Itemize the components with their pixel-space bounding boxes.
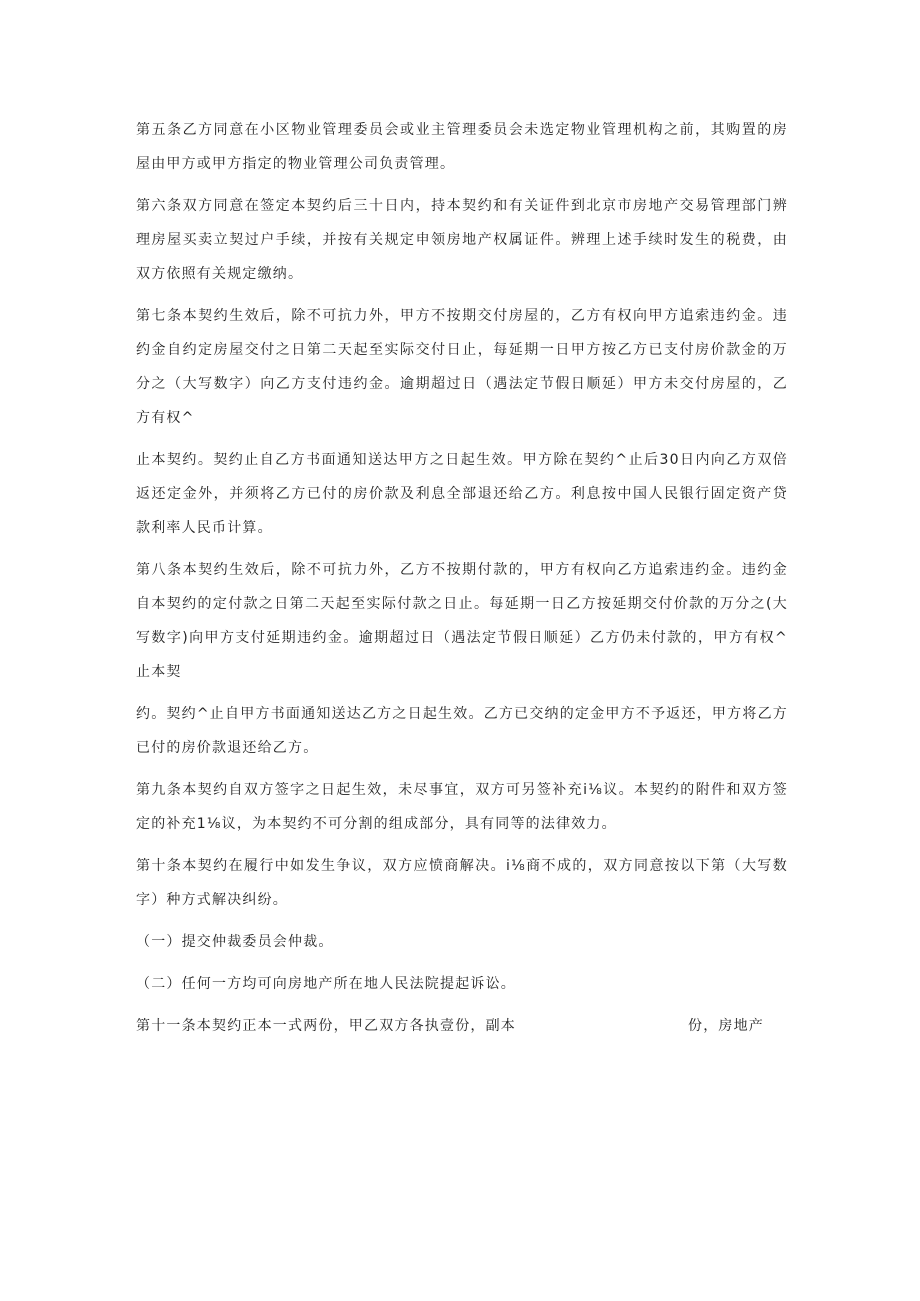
clause-5: 第五条乙方同意在小区物业管理委员会或业主管理委员会未选定物业管理机构之前，其购置的房屋由甲方或甲方指定的物业管理公司负责管理。 (136, 122, 788, 172)
clause-11-part-a: 第十一条本契约正本一式两份，甲乙双方各执壹份，副本 (136, 1018, 516, 1034)
clause-7: 第七条本契约生效后，除不可抗力外，甲方不按期交付房屋的，乙方有权向甲方追索违约金。违约金自约定房屋交付之日第二天起至实际交付日止，每延期一日甲方按乙方已支付房价款金的万分之（大写数字）向乙方支付违约金。逾期超过日（遇法定节假日顺延）甲方未交付房屋的，乙方有权^ (136, 308, 788, 426)
clause-11-part-b: 份，房地产 (688, 1018, 764, 1034)
clause-9: 第九条本契约自双方签字之日起生效，未尽事宜，双方可另签补充i⅛议。本契约的附件和双方签定的补充1⅛议，为本契约不可分割的组成部分，具有同等的法律效力。 (136, 782, 788, 832)
clause-6: 第六条双方同意在签定本契约后三十日内，持本契约和有关证件到北京市房地产交易管理部门辨理房屋买卖立契过户手续，并按有关规定申领房地产权属证件。辨理上述手续时发生的税费，由双方依照有关规定缴纳。 (136, 198, 788, 282)
clause-10-option-1: （一）提交仲裁委员会仲裁。 (136, 934, 334, 950)
clause-7-continued: 止本契约。契约止自乙方书面通知送达甲方之日起生效。甲方除在契约^止后30日内向乙方双倍返还定金外，并须将乙方已付的房价款及利息全部退还给乙方。利息按中国人民银行固定资产贷款利率人民币计算。 (136, 452, 788, 536)
clause-10: 第十条本契约在履行中如发生争议，双方应愤商解决。i⅛商不成的，双方同意按以下第（大写数字）种方式解决纠纷。 (136, 858, 788, 908)
clause-8: 第八条本契约生效后，除不可抗力外，乙方不按期付款的，甲方有权向乙方追索违约金。违约金自本契约的定付款之日第二天起至实际付款之日止。每延期一日乙方按延期交付价款的万分之(大写数字)向甲方支付延期违约金。逾期超过日（遇法定节假日顺延）乙方仍未付款的，甲方有权^止本契 (136, 562, 788, 680)
clause-11 (136, 1009, 788, 1043)
clause-10-option-2: （二）任何一方均可向房地产所在地人民法院提起诉讼。 (136, 976, 516, 992)
clause-8-continued: 约。契约^止自甲方书面通知送达乙方之日起生效。乙方已交纳的定金甲方不予返还，甲方将乙方已付的房价款退还给乙方。 (136, 706, 788, 756)
document-body (136, 113, 788, 1043)
